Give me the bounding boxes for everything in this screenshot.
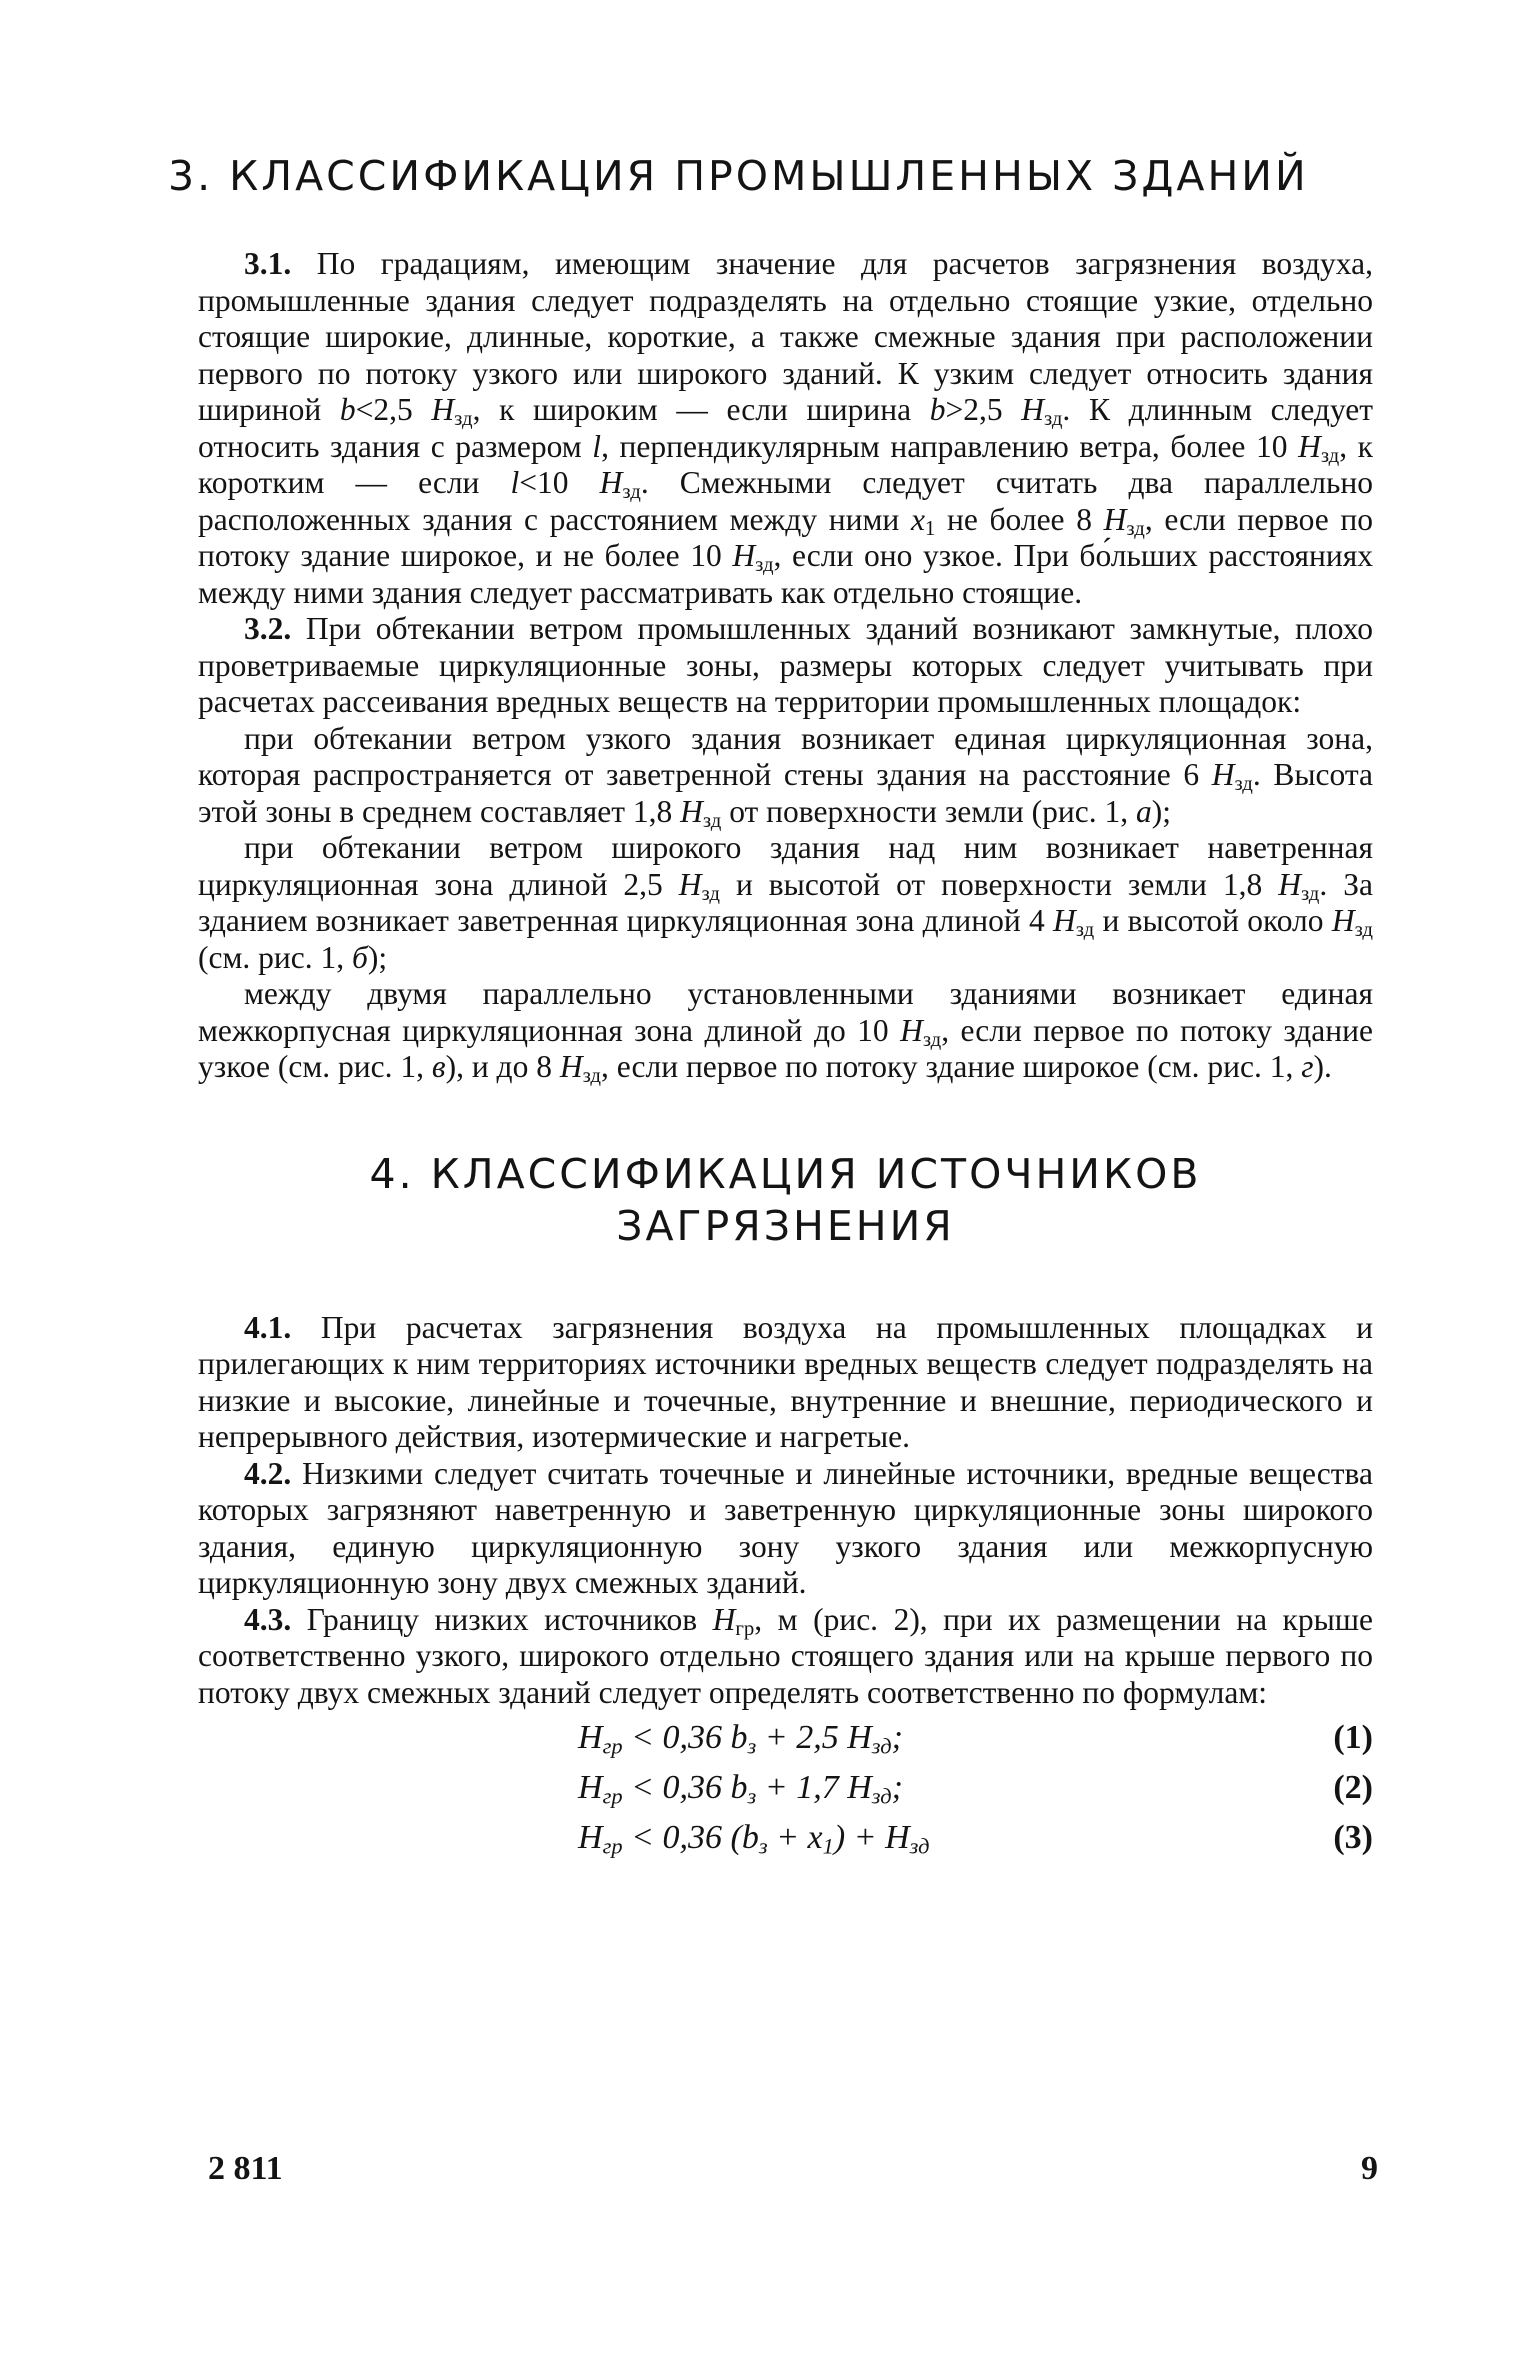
- formula-2: [198, 1769, 1373, 1819]
- paragraph-3-2-narrow: при обтекании ветром узкого здания возникает единая циркуляционная зона, которая распространяется от заветренной стены здания на расстояние 6 $H_{зд}$. Высота этой зоны в среднем составляет 1,8 $H_{зд}$ от поверхности земли (рис. 1, а);: [198, 720, 1373, 832]
- paragraph-number: 4.1.: [244, 1309, 292, 1345]
- formula-expression: $H_{гр} < 0,36$ $b_з + 1,7$ $H_{зд}$;: [578, 1769, 903, 1809]
- paragraph-number: 3.1.: [244, 246, 292, 281]
- formula-expression: $H_{гр} < 0,36$ $(b_з + x_1) + H_{зд}$: [578, 1819, 930, 1859]
- formula-number: (1): [1333, 1719, 1373, 1756]
- paragraph-number: 4.2.: [244, 1455, 292, 1491]
- paragraph-3-2-wide: при обтекании ветром широкого здания над ним возникает наветренная циркуляционная зона длиной 2,5 $H_{зд}$ и высотой от поверхности земли 1,8 $H_{зд}$. За зданием возникает заветренная циркуляционная зона длиной 4 $H_{зд}$ и высотой около $H_{зд}$ (см. рис. 1, б);: [198, 830, 1373, 975]
- section-3-title: 3. КЛАССИФИКАЦИЯ ПРОМЫШЛЕННЫХ ЗДАНИЙ: [168, 152, 1309, 200]
- paragraph-4-3: 4.3. Границу низких источников $H_{гр}$, м (рис. 2), при их размещении на крыше соответственно узкого, широкого отдельно стоящего здания или на крыше первого по потоку двух смежных зданий следует определять соответственно по формулам:: [198, 1601, 1374, 1710]
- paragraph-3-1: 3.1. По градациям, имеющим значение для расчетов загрязнения воздуха, промышленные здания следует подразделять на отдельно стоящие узкие, отдельно стоящие широкие, длинные, короткие, а также смежные здания при расположении первого по потоку узкого или широкого зданий. К узким следует относить здания шириной b<2,5 $H_{зд}$, к широким — если ширина b>2,5 $H_{зд}$. К длинным следует относить здания с размером l, перпендикулярным направлению ветра, более 10 $H_{зд}$, к коротким — если l<10 $H_{зд}$. Смежными следует считать два параллельно расположенных здания с расстоянием между ними $x_1$ не более 8 $H_{зд}$, если первое по потоку здание широкое, и не более 10 $H_{зд}$, если оно узкое. При бо́льших расстояниях между ними здания следует рассматривать как отдельно стоящие.: [198, 246, 1374, 610]
- paragraph-number: 4.3.: [244, 1601, 292, 1637]
- page-content: [168, 150, 1374, 1869]
- paragraph-4-1: 4.1. При расчетах загрязнения воздуха на промышленных площадках и прилегающих к ним территориях источники вредных веществ следует подразделять на низкие и высокие, линейные и точечные, внутренние и внешние, периодического и непрерывного действия, изотермические и нагретые.: [198, 1309, 1373, 1454]
- paragraph-4-2: 4.2. Низкими следует считать точечные и линейные источники, вредные вещества которых загрязняют наветренную и заветренную циркуляционные зоны широкого здания, единую циркуляционную зону узкого здания или межкорпусную циркуляционную зону двух смежных зданий.: [198, 1455, 1373, 1600]
- paragraph-3-2: 3.2. При обтекании ветром промышленных зданий возникают замкнутые, плохо проветриваемые циркуляционные зоны, размеры которых следует учитывать при расчетах рассеивания вредных веществ на территории промышленных площадок:: [198, 611, 1373, 719]
- formula-expression: $H_{гр} < 0,36$ $b_з + 2,5$ $H_{зд}$;: [578, 1719, 903, 1759]
- formula-number: (2): [1333, 1769, 1373, 1806]
- formula-number: (3): [1333, 1819, 1373, 1856]
- paragraph-number: 3.2.: [244, 611, 292, 646]
- page-footer: [208, 2150, 1378, 2188]
- paragraph-3-2-between: между двумя параллельно установленными зданиями возникает единая межкорпусная циркуляционная зона длиной до 10 $H_{зд}$, если первое по потоку здание узкое (см. рис. 1, в), и до 8 $H_{зд}$, если первое по потоку здание широкое (см. рис. 1, г).: [198, 976, 1373, 1088]
- formula-block: [198, 1719, 1373, 1869]
- formula-1: [198, 1719, 1373, 1769]
- signature-mark: 2 811: [208, 2150, 283, 2187]
- page-number: 9: [1361, 2150, 1378, 2187]
- formula-3: [198, 1819, 1373, 1869]
- section-4-title: 4. КЛАССИФИКАЦИЯ ИСТОЧНИКОВ ЗАГРЯЗНЕНИЯ: [369, 1149, 1202, 1250]
